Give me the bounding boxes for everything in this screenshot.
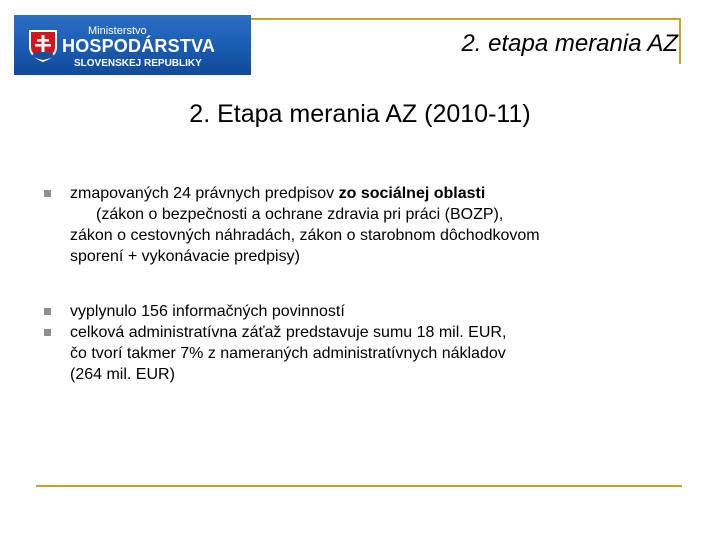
bullet-line: vyplynulo 156 informačných povinností: [70, 303, 345, 320]
bullet-text-plain: zmapovaných 24 právnych predpisov: [70, 185, 339, 202]
logo-line-hospodarstva: HOSPODÁRSTVA: [62, 36, 216, 56]
bullet-list: [44, 183, 684, 385]
logo-line-ministerstvo: Ministerstvo: [88, 25, 147, 37]
bullet-line: (264 mil. EUR): [70, 366, 175, 383]
header-title: 2. etapa merania AZ: [461, 30, 678, 57]
bullet-line: [70, 183, 684, 204]
bullet-item-burden: [44, 322, 684, 385]
ministry-logo: [14, 15, 251, 75]
slide-title: 2. Etapa merania AZ (2010-11): [189, 100, 531, 128]
footer-rule: [36, 485, 682, 487]
bullet-text-bold: zo sociálnej oblasti: [338, 185, 486, 202]
bullet-square-icon: [44, 329, 51, 336]
bullet-square-icon: [44, 190, 51, 197]
header-top-rule: [251, 18, 681, 20]
bullet-line: (zákon o bezpečnosti a ochrane zdravia pri práci (BOZP),: [96, 206, 504, 223]
bullet-gap: [44, 267, 684, 301]
bullet-line: zákon o cestovných náhradách, zákon o starobnom dôchodkovom: [70, 227, 540, 244]
bullet-line: čo tvorí takmer 7% z nameraných administratívnych nákladov: [70, 345, 506, 362]
bullet-item-obligations: [44, 301, 684, 322]
logo-line-slovenskej-republiky: SLOVENSKEJ REPUBLIKY: [74, 58, 202, 69]
bullet-square-icon: [44, 308, 51, 315]
header-side-rule: [679, 18, 681, 64]
bullet-line: celková administratívna záťaž predstavuje sumu 18 mil. EUR,: [70, 324, 507, 341]
slovak-coat-of-arms-icon: [28, 29, 58, 63]
bullet-line: sporení + vykonávacie predpisy): [70, 248, 300, 265]
bullet-item-legislation: [44, 183, 684, 267]
